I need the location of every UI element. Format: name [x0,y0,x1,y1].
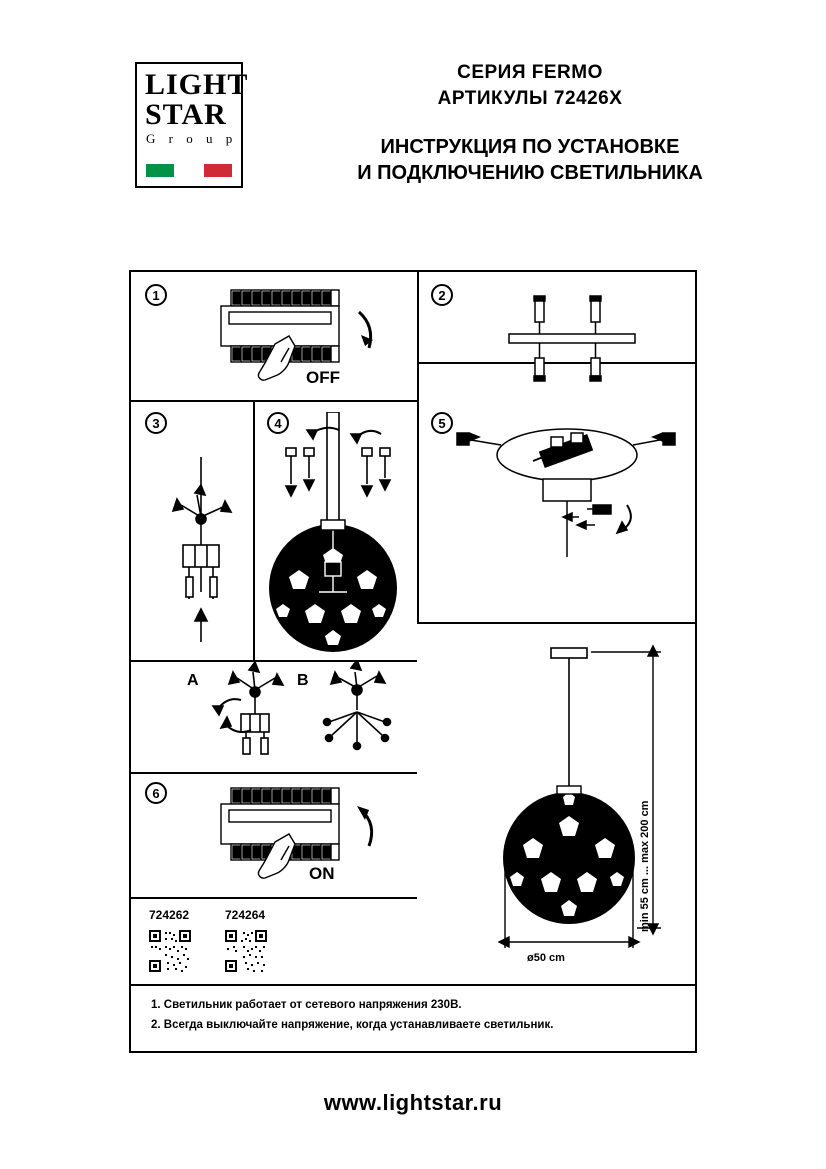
divider-horizontal-3 [131,772,417,774]
step6-on-label: ON [309,864,335,883]
variant-b-label: B [297,672,309,689]
step-number-2: 2 [431,284,453,306]
header-titles [280,60,780,186]
step3-wire-illustration [161,457,251,652]
variant-a-label: A [187,672,199,689]
article-line: АРТИКУЛЫ 72426X [437,88,623,109]
logo-text-group: G r o u p [146,131,238,146]
footer-website: www.lightstar.ru [323,1090,503,1115]
instruction-frame [129,270,697,1053]
step1-switch-illustration [209,282,399,392]
divider-horizontal-4 [131,897,417,899]
product-code-1: 724262 [149,908,190,922]
series-line: СЕРИЯ FERMO [457,62,603,83]
step-number-6: 6 [145,782,167,804]
note-line-1: 1. Светильник работает от сетевого напряжения 230В. [151,999,462,1011]
step6-switch-illustration [209,780,399,890]
height-dimension-label: min 55 cm ... max 200 cm [639,800,651,932]
page-header [0,0,826,235]
step4-globe-illustration [259,412,419,660]
step-number-1: 1 [145,284,167,306]
step1-off-label: OFF [306,368,340,387]
logo-text-light: LIGHT [145,68,249,101]
italy-flag-icon [146,164,232,177]
step5-ceiling-mount-illustration [447,407,687,607]
instruction-title-line2: И ПОДКЛЮЧЕНИЮ СВЕТИЛЬНИКА [357,162,703,184]
qr-code-2 [223,928,269,974]
step-number-4: 4 [267,412,289,434]
step2-bracket-illustration [491,286,661,396]
product-code-2: 724264 [225,908,266,922]
variant-b-illustration [311,662,421,762]
divider-horizontal-notes [131,984,695,986]
qr-code-1 [147,928,193,974]
step-number-3: 3 [145,412,167,434]
divider-horizontal-5 [417,622,697,624]
brand-logo [135,62,249,188]
diameter-dimension-label: ø50 cm [527,952,565,964]
divider-vertical-34 [253,402,255,660]
logo-text-star: STAR [145,98,227,131]
divider-horizontal-1 [131,400,417,402]
step-number-5: 5 [431,412,453,434]
instruction-title-line1: ИНСТРУКЦИЯ ПО УСТАНОВКЕ [380,136,680,158]
note-line-2: 2. Всегда выключайте напряжение, когда устанавливаете светильник. [151,1019,554,1031]
